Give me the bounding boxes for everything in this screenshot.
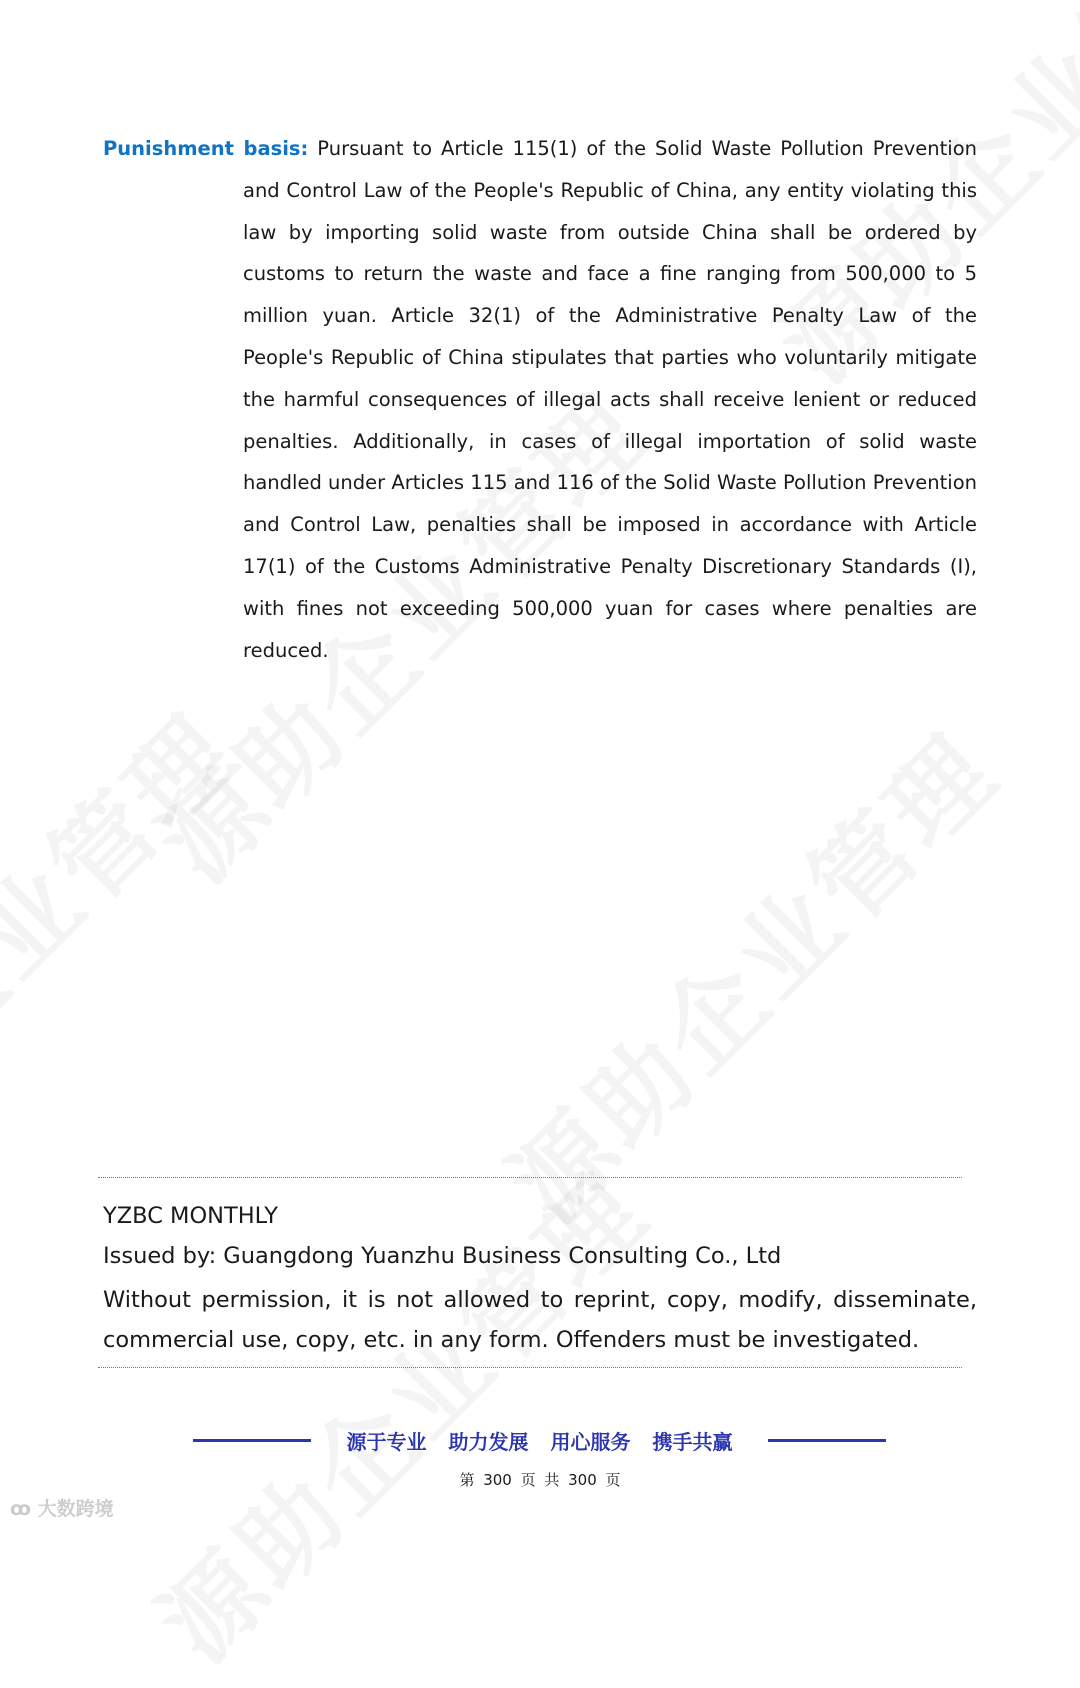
source-logo [10,1494,114,1521]
publication-name: YZBC MONTHLY [103,1203,278,1229]
issuer: Issued by: Guangdong Yuanzhu Business Consulting Co., Ltd [103,1243,782,1269]
punishment-basis-paragraph [103,128,977,671]
slogan-line-right [768,1439,886,1442]
slogan-3: 用心服务 [550,1430,631,1454]
copyright-notice: Without permission, it is not allowed to reprint, copy, modify, disseminate, commercial use, copy, etc. in any form. Offenders must be investigated. [103,1287,977,1353]
slogan-1: 源于专业 [346,1430,427,1454]
slogan-line-left [193,1439,311,1442]
watermark [472,696,1024,1248]
kbs-logo-icon: ꝏ [10,1498,32,1520]
divider [98,1367,962,1368]
page-number: 第 300 页 共 300 页 [459,1471,621,1489]
divider [98,1177,962,1178]
watermark [0,676,264,1228]
punishment-basis-label: Punishment basis: [103,137,309,160]
slogan-4: 携手共赢 [652,1430,733,1454]
logo-text: 大数跨境 [37,1498,114,1520]
punishment-basis-text: Pursuant to Article 115(1) of the Solid Waste Pollution Prevention and Control Law of the People's Republic of China, any entity violating this law by importing solid waste from outside China shall be ordered by customs to return the waste and face a fine ranging from 500,000 to 5 million yuan. Article 32(1) of the Administrative Penalty Law of the People's Republic of China stipulates that parties who voluntarily mitigate the harmful consequences of illegal acts shall receive lenient or reduced penalties. Additionally, in cases of illegal importation of solid waste handled under Articles 115 and 116 of the Solid Waste Pollution Prevention and Control Law, penalties shall be imposed in accordance with Article 17(1) of the Customs Administrative Penalty Discretionary Standards (I), with fines not exceeding 500,000 yuan for cases where penalties are reduced. [243,137,977,662]
slogan-2: 助力发展 [448,1430,529,1454]
slogan-bar [193,1426,886,1455]
